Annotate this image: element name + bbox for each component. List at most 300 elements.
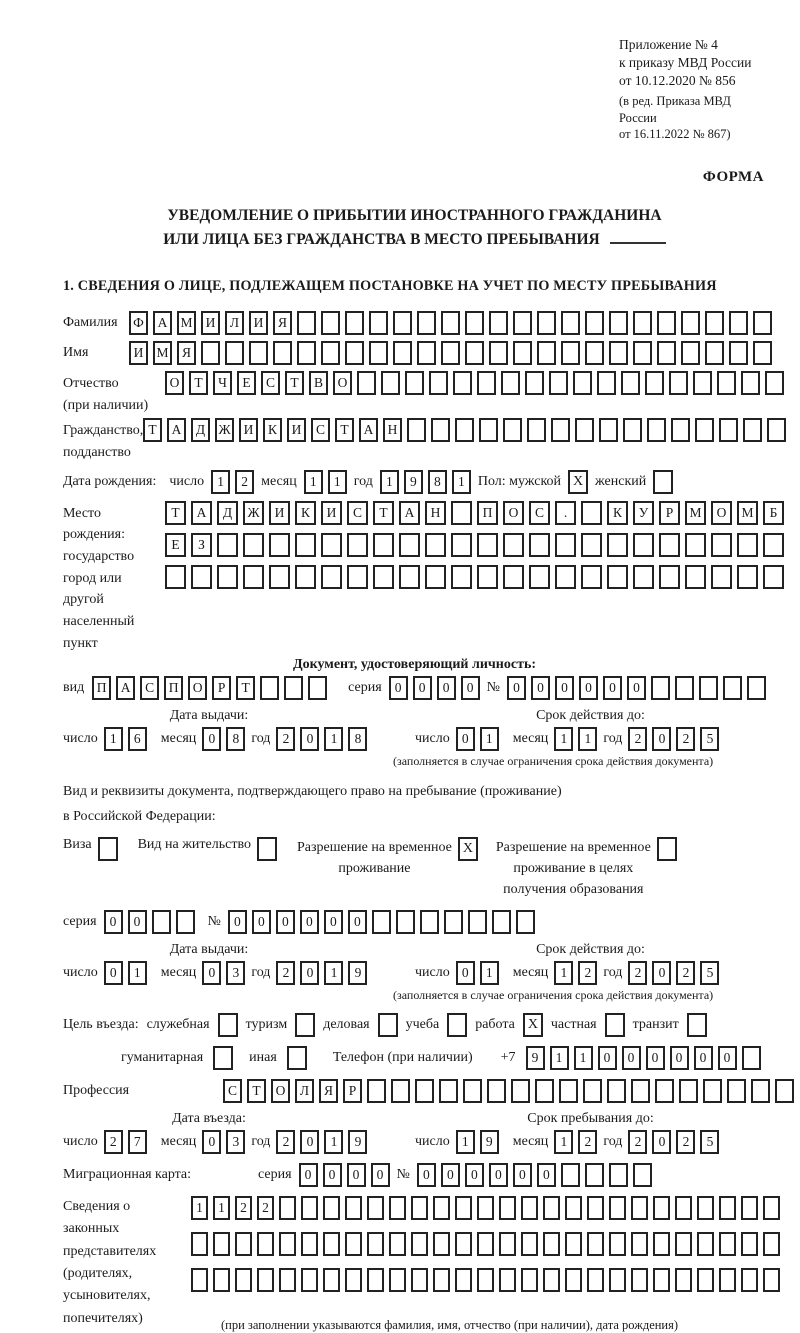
form-cell[interactable] xyxy=(477,533,498,557)
form-cell[interactable]: Т xyxy=(373,501,394,525)
form-cell[interactable]: 2 xyxy=(676,1130,695,1154)
form-cell[interactable] xyxy=(465,341,484,365)
form-cell[interactable] xyxy=(301,1232,318,1256)
form-cell[interactable] xyxy=(609,311,628,335)
form-cell[interactable] xyxy=(763,565,784,589)
form-cell[interactable] xyxy=(561,1163,580,1187)
form-cell[interactable]: 3 xyxy=(226,1130,245,1154)
form-cell[interactable]: Я xyxy=(273,311,292,335)
form-cell[interactable]: 0 xyxy=(104,961,123,985)
form-cell[interactable] xyxy=(697,1268,714,1292)
form-cell[interactable] xyxy=(585,341,604,365)
form-cell[interactable] xyxy=(501,371,520,395)
form-cell[interactable] xyxy=(561,311,580,335)
form-cell[interactable]: 2 xyxy=(628,1130,647,1154)
form-cell[interactable]: М xyxy=(685,501,706,525)
form-cell[interactable] xyxy=(323,1268,340,1292)
sex-female-checkbox[interactable] xyxy=(653,470,673,494)
form-cell[interactable]: Т xyxy=(189,371,208,395)
form-cell[interactable] xyxy=(391,1079,410,1103)
form-cell[interactable]: Ж xyxy=(215,418,234,442)
form-cell[interactable] xyxy=(321,311,340,335)
form-cell[interactable]: 0 xyxy=(513,1163,532,1187)
form-cell[interactable] xyxy=(727,1079,746,1103)
form-cell[interactable]: 1 xyxy=(104,727,123,751)
form-cell[interactable] xyxy=(191,565,212,589)
form-cell[interactable] xyxy=(527,418,546,442)
form-cell[interactable] xyxy=(645,371,664,395)
form-cell[interactable] xyxy=(477,371,496,395)
form-cell[interactable] xyxy=(284,676,303,700)
form-cell[interactable]: Т xyxy=(285,371,304,395)
form-cell[interactable]: И xyxy=(269,501,290,525)
form-cell[interactable] xyxy=(191,1268,208,1292)
form-cell[interactable] xyxy=(455,1268,472,1292)
form-cell[interactable] xyxy=(407,418,426,442)
form-cell[interactable] xyxy=(659,533,680,557)
form-cell[interactable] xyxy=(607,1079,626,1103)
form-cell[interactable] xyxy=(587,1196,604,1220)
form-cell[interactable] xyxy=(741,1268,758,1292)
purpose-commercial-checkbox[interactable] xyxy=(378,1013,398,1037)
form-cell[interactable] xyxy=(433,1268,450,1292)
form-cell[interactable] xyxy=(653,1268,670,1292)
form-cell[interactable] xyxy=(479,418,498,442)
form-cell[interactable] xyxy=(269,533,290,557)
purpose-tourism-checkbox[interactable] xyxy=(295,1013,315,1037)
form-cell[interactable]: 0 xyxy=(202,727,221,751)
form-cell[interactable] xyxy=(425,533,446,557)
form-cell[interactable]: О xyxy=(333,371,352,395)
form-cell[interactable] xyxy=(411,1232,428,1256)
form-cell[interactable]: Н xyxy=(383,418,402,442)
form-cell[interactable] xyxy=(441,341,460,365)
form-cell[interactable] xyxy=(543,1232,560,1256)
form-cell[interactable] xyxy=(565,1232,582,1256)
form-cell[interactable] xyxy=(537,311,556,335)
form-cell[interactable]: 5 xyxy=(700,961,719,985)
form-cell[interactable]: О xyxy=(503,501,524,525)
form-cell[interactable] xyxy=(499,1268,516,1292)
form-cell[interactable] xyxy=(565,1268,582,1292)
form-cell[interactable] xyxy=(695,418,714,442)
form-cell[interactable]: 0 xyxy=(347,1163,366,1187)
form-cell[interactable] xyxy=(597,371,616,395)
form-cell[interactable]: 0 xyxy=(531,676,550,700)
form-cell[interactable] xyxy=(347,533,368,557)
form-cell[interactable]: К xyxy=(263,418,282,442)
form-cell[interactable] xyxy=(633,533,654,557)
form-cell[interactable]: 0 xyxy=(627,676,646,700)
form-cell[interactable]: Л xyxy=(225,311,244,335)
form-cell[interactable] xyxy=(257,1232,274,1256)
form-cell[interactable] xyxy=(369,311,388,335)
form-cell[interactable] xyxy=(585,311,604,335)
form-cell[interactable] xyxy=(521,1268,538,1292)
form-cell[interactable] xyxy=(345,1196,362,1220)
form-cell[interactable] xyxy=(729,311,748,335)
form-cell[interactable]: У xyxy=(633,501,654,525)
form-cell[interactable] xyxy=(583,1079,602,1103)
form-cell[interactable] xyxy=(723,676,742,700)
form-cell[interactable] xyxy=(763,533,784,557)
form-cell[interactable]: 1 xyxy=(554,727,573,751)
form-cell[interactable] xyxy=(671,418,690,442)
purpose-humanitarian-checkbox[interactable] xyxy=(213,1046,233,1070)
form-cell[interactable] xyxy=(675,1232,692,1256)
form-cell[interactable]: 0 xyxy=(299,1163,318,1187)
form-cell[interactable]: 0 xyxy=(461,676,480,700)
form-cell[interactable]: 0 xyxy=(128,910,147,934)
form-cell[interactable] xyxy=(717,371,736,395)
form-cell[interactable]: И xyxy=(201,311,220,335)
form-cell[interactable]: П xyxy=(164,676,183,700)
form-cell[interactable]: И xyxy=(321,501,342,525)
form-cell[interactable] xyxy=(399,533,420,557)
form-cell[interactable]: Д xyxy=(217,501,238,525)
form-cell[interactable] xyxy=(201,341,220,365)
form-cell[interactable]: А xyxy=(167,418,186,442)
form-cell[interactable] xyxy=(659,565,680,589)
form-cell[interactable] xyxy=(345,1268,362,1292)
form-cell[interactable] xyxy=(559,1079,578,1103)
form-cell[interactable] xyxy=(321,565,342,589)
form-cell[interactable]: 9 xyxy=(348,961,367,985)
form-cell[interactable] xyxy=(587,1268,604,1292)
form-cell[interactable] xyxy=(165,565,186,589)
form-cell[interactable] xyxy=(741,1196,758,1220)
form-cell[interactable] xyxy=(737,533,758,557)
form-cell[interactable] xyxy=(529,565,550,589)
form-cell[interactable]: 0 xyxy=(718,1046,737,1070)
form-cell[interactable] xyxy=(321,341,340,365)
form-cell[interactable] xyxy=(513,311,532,335)
form-cell[interactable]: Е xyxy=(237,371,256,395)
form-cell[interactable] xyxy=(243,565,264,589)
form-cell[interactable]: Т xyxy=(236,676,255,700)
form-cell[interactable]: Д xyxy=(191,418,210,442)
form-cell[interactable] xyxy=(681,311,700,335)
form-cell[interactable] xyxy=(657,311,676,335)
form-cell[interactable] xyxy=(217,565,238,589)
form-cell[interactable]: И xyxy=(249,311,268,335)
form-cell[interactable]: 1 xyxy=(574,1046,593,1070)
form-cell[interactable]: Ж xyxy=(243,501,264,525)
form-cell[interactable] xyxy=(373,565,394,589)
form-cell[interactable]: А xyxy=(116,676,135,700)
form-cell[interactable] xyxy=(657,341,676,365)
form-cell[interactable] xyxy=(367,1268,384,1292)
form-cell[interactable]: 2 xyxy=(276,1130,295,1154)
form-cell[interactable]: Т xyxy=(165,501,186,525)
form-cell[interactable] xyxy=(273,341,292,365)
form-cell[interactable] xyxy=(529,533,550,557)
form-cell[interactable]: 9 xyxy=(526,1046,545,1070)
form-cell[interactable] xyxy=(372,910,391,934)
form-cell[interactable] xyxy=(653,1196,670,1220)
form-cell[interactable]: О xyxy=(188,676,207,700)
form-cell[interactable]: В xyxy=(309,371,328,395)
form-cell[interactable] xyxy=(257,1268,274,1292)
form-cell[interactable] xyxy=(433,1196,450,1220)
purpose-private-checkbox[interactable] xyxy=(605,1013,625,1037)
form-cell[interactable] xyxy=(373,533,394,557)
temp-residence-education-checkbox[interactable] xyxy=(657,837,677,861)
form-cell[interactable]: 2 xyxy=(578,1130,597,1154)
form-cell[interactable]: Л xyxy=(295,1079,314,1103)
form-cell[interactable]: 1 xyxy=(554,1130,573,1154)
form-cell[interactable]: 2 xyxy=(676,727,695,751)
form-cell[interactable] xyxy=(609,1268,626,1292)
form-cell[interactable] xyxy=(705,341,724,365)
form-cell[interactable]: 1 xyxy=(328,470,347,494)
form-cell[interactable]: 9 xyxy=(348,1130,367,1154)
form-cell[interactable]: 1 xyxy=(456,1130,475,1154)
form-cell[interactable] xyxy=(719,418,738,442)
form-cell[interactable] xyxy=(345,311,364,335)
form-cell[interactable] xyxy=(367,1196,384,1220)
form-cell[interactable]: И xyxy=(129,341,148,365)
form-cell[interactable] xyxy=(499,1196,516,1220)
form-cell[interactable]: 1 xyxy=(550,1046,569,1070)
form-cell[interactable] xyxy=(417,311,436,335)
form-cell[interactable]: 2 xyxy=(257,1196,274,1220)
form-cell[interactable]: 0 xyxy=(417,1163,436,1187)
form-cell[interactable] xyxy=(489,311,508,335)
form-cell[interactable] xyxy=(301,1268,318,1292)
form-cell[interactable] xyxy=(417,341,436,365)
form-cell[interactable] xyxy=(511,1079,530,1103)
form-cell[interactable] xyxy=(685,565,706,589)
form-cell[interactable] xyxy=(411,1268,428,1292)
form-cell[interactable]: 0 xyxy=(202,1130,221,1154)
form-cell[interactable] xyxy=(453,371,472,395)
form-cell[interactable] xyxy=(503,565,524,589)
form-cell[interactable]: 2 xyxy=(235,1196,252,1220)
form-cell[interactable] xyxy=(669,371,688,395)
form-cell[interactable] xyxy=(367,1232,384,1256)
form-cell[interactable] xyxy=(631,1079,650,1103)
form-cell[interactable] xyxy=(301,1196,318,1220)
form-cell[interactable] xyxy=(455,1232,472,1256)
form-cell[interactable] xyxy=(308,676,327,700)
form-cell[interactable] xyxy=(439,1079,458,1103)
form-cell[interactable]: 6 xyxy=(128,727,147,751)
form-cell[interactable] xyxy=(573,371,592,395)
form-cell[interactable] xyxy=(679,1079,698,1103)
form-cell[interactable]: Р xyxy=(343,1079,362,1103)
form-cell[interactable] xyxy=(719,1232,736,1256)
visa-checkbox[interactable] xyxy=(98,837,118,861)
form-cell[interactable]: 1 xyxy=(480,727,499,751)
form-cell[interactable] xyxy=(555,565,576,589)
form-cell[interactable]: 0 xyxy=(202,961,221,985)
form-cell[interactable]: С xyxy=(140,676,159,700)
form-cell[interactable]: 0 xyxy=(324,910,343,934)
form-cell[interactable] xyxy=(675,1268,692,1292)
form-cell[interactable] xyxy=(381,371,400,395)
form-cell[interactable]: 1 xyxy=(578,727,597,751)
form-cell[interactable] xyxy=(487,1079,506,1103)
form-cell[interactable]: 0 xyxy=(670,1046,689,1070)
form-cell[interactable] xyxy=(623,418,642,442)
form-cell[interactable] xyxy=(260,676,279,700)
form-cell[interactable]: 0 xyxy=(622,1046,641,1070)
form-cell[interactable] xyxy=(743,418,762,442)
form-cell[interactable] xyxy=(711,533,732,557)
form-cell[interactable]: 1 xyxy=(324,961,343,985)
form-cell[interactable]: Т xyxy=(335,418,354,442)
form-cell[interactable]: А xyxy=(399,501,420,525)
form-cell[interactable] xyxy=(685,533,706,557)
form-cell[interactable] xyxy=(631,1268,648,1292)
form-cell[interactable] xyxy=(411,1196,428,1220)
form-cell[interactable] xyxy=(399,565,420,589)
form-cell[interactable] xyxy=(633,565,654,589)
form-cell[interactable] xyxy=(609,1196,626,1220)
form-cell[interactable] xyxy=(235,1268,252,1292)
form-cell[interactable] xyxy=(477,1268,494,1292)
form-cell[interactable]: 0 xyxy=(465,1163,484,1187)
form-cell[interactable]: 8 xyxy=(226,727,245,751)
form-cell[interactable] xyxy=(607,533,628,557)
form-cell[interactable]: О xyxy=(271,1079,290,1103)
form-cell[interactable]: 0 xyxy=(300,910,319,934)
form-cell[interactable]: 0 xyxy=(437,676,456,700)
form-cell[interactable] xyxy=(191,1232,208,1256)
form-cell[interactable]: 0 xyxy=(300,1130,319,1154)
form-cell[interactable]: 0 xyxy=(652,961,671,985)
form-cell[interactable] xyxy=(631,1232,648,1256)
form-cell[interactable] xyxy=(651,676,670,700)
form-cell[interactable]: 1 xyxy=(191,1196,208,1220)
form-cell[interactable]: П xyxy=(92,676,111,700)
form-cell[interactable] xyxy=(697,1196,714,1220)
form-cell[interactable]: С xyxy=(223,1079,242,1103)
form-cell[interactable] xyxy=(357,371,376,395)
form-cell[interactable]: С xyxy=(311,418,330,442)
form-cell[interactable] xyxy=(415,1079,434,1103)
temp-residence-checkbox[interactable]: X xyxy=(458,837,478,861)
form-cell[interactable]: 2 xyxy=(578,961,597,985)
form-cell[interactable] xyxy=(405,371,424,395)
form-cell[interactable] xyxy=(537,341,556,365)
form-cell[interactable] xyxy=(585,1163,604,1187)
form-cell[interactable]: 1 xyxy=(480,961,499,985)
form-cell[interactable] xyxy=(609,1163,628,1187)
form-cell[interactable] xyxy=(425,565,446,589)
form-cell[interactable] xyxy=(763,1268,780,1292)
form-cell[interactable] xyxy=(551,418,570,442)
form-cell[interactable] xyxy=(521,1196,538,1220)
form-cell[interactable]: 1 xyxy=(380,470,399,494)
form-cell[interactable] xyxy=(633,1163,652,1187)
form-cell[interactable]: Я xyxy=(177,341,196,365)
form-cell[interactable]: 0 xyxy=(323,1163,342,1187)
form-cell[interactable] xyxy=(747,676,766,700)
form-cell[interactable] xyxy=(295,565,316,589)
form-cell[interactable] xyxy=(279,1268,296,1292)
form-cell[interactable]: 7 xyxy=(128,1130,147,1154)
form-cell[interactable] xyxy=(152,910,171,934)
form-cell[interactable]: 2 xyxy=(628,727,647,751)
form-cell[interactable]: Ф xyxy=(129,311,148,335)
form-cell[interactable] xyxy=(763,1196,780,1220)
form-cell[interactable] xyxy=(543,1268,560,1292)
form-cell[interactable] xyxy=(269,565,290,589)
form-cell[interactable] xyxy=(753,341,772,365)
form-cell[interactable] xyxy=(751,1079,770,1103)
form-cell[interactable] xyxy=(431,418,450,442)
form-cell[interactable] xyxy=(389,1232,406,1256)
form-cell[interactable]: 9 xyxy=(480,1130,499,1154)
form-cell[interactable]: 8 xyxy=(428,470,447,494)
form-cell[interactable]: . xyxy=(555,501,576,525)
form-cell[interactable] xyxy=(468,910,487,934)
form-cell[interactable]: М xyxy=(737,501,758,525)
form-cell[interactable] xyxy=(225,341,244,365)
form-cell[interactable]: Н xyxy=(425,501,446,525)
form-cell[interactable]: О xyxy=(711,501,732,525)
form-cell[interactable] xyxy=(369,341,388,365)
residence-permit-checkbox[interactable] xyxy=(257,837,277,861)
form-cell[interactable] xyxy=(444,910,463,934)
form-cell[interactable]: Я xyxy=(319,1079,338,1103)
form-cell[interactable] xyxy=(389,1268,406,1292)
form-cell[interactable]: Р xyxy=(212,676,231,700)
form-cell[interactable]: 2 xyxy=(104,1130,123,1154)
form-cell[interactable]: 2 xyxy=(276,727,295,751)
form-cell[interactable]: И xyxy=(287,418,306,442)
form-cell[interactable] xyxy=(561,341,580,365)
form-cell[interactable] xyxy=(429,371,448,395)
form-cell[interactable] xyxy=(737,565,758,589)
form-cell[interactable] xyxy=(742,1046,761,1070)
form-cell[interactable]: 0 xyxy=(456,727,475,751)
form-cell[interactable] xyxy=(477,1196,494,1220)
form-cell[interactable] xyxy=(455,418,474,442)
form-cell[interactable]: О xyxy=(165,371,184,395)
form-cell[interactable]: Р xyxy=(659,501,680,525)
purpose-work-checkbox[interactable]: X xyxy=(523,1013,543,1037)
form-cell[interactable] xyxy=(575,418,594,442)
form-cell[interactable] xyxy=(235,1232,252,1256)
form-cell[interactable]: С xyxy=(261,371,280,395)
form-cell[interactable] xyxy=(451,501,472,525)
form-cell[interactable] xyxy=(297,311,316,335)
form-cell[interactable]: 1 xyxy=(554,961,573,985)
form-cell[interactable]: 0 xyxy=(598,1046,617,1070)
form-cell[interactable]: 0 xyxy=(489,1163,508,1187)
form-cell[interactable] xyxy=(675,676,694,700)
form-cell[interactable]: К xyxy=(607,501,628,525)
form-cell[interactable] xyxy=(633,341,652,365)
form-cell[interactable] xyxy=(396,910,415,934)
form-cell[interactable] xyxy=(321,533,342,557)
form-cell[interactable] xyxy=(711,565,732,589)
form-cell[interactable] xyxy=(367,1079,386,1103)
form-cell[interactable] xyxy=(729,341,748,365)
form-cell[interactable] xyxy=(465,311,484,335)
form-cell[interactable] xyxy=(653,1232,670,1256)
form-cell[interactable] xyxy=(609,341,628,365)
form-cell[interactable] xyxy=(393,341,412,365)
form-cell[interactable] xyxy=(420,910,439,934)
form-cell[interactable] xyxy=(699,676,718,700)
form-cell[interactable] xyxy=(581,533,602,557)
form-cell[interactable] xyxy=(741,1232,758,1256)
form-cell[interactable] xyxy=(705,311,724,335)
